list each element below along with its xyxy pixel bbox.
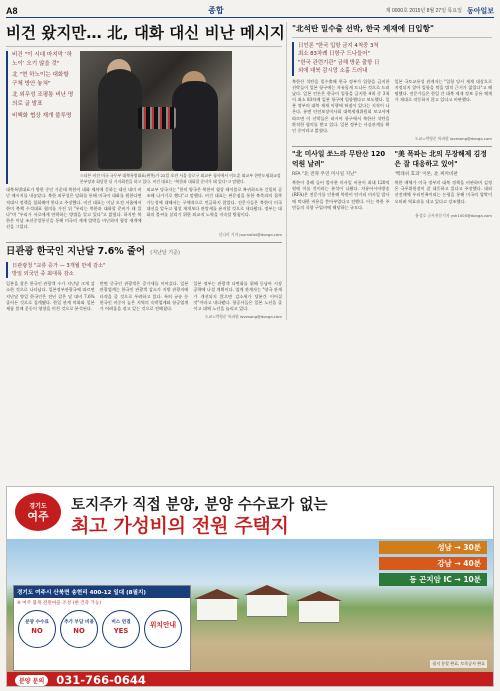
ad-note: 필지 분할 완료, 토목공사 완료 — [432, 661, 485, 666]
ad-headline-1: 토지주가 직접 분양, 분양 수수료가 없는 — [71, 496, 328, 513]
second-headline-text: 日관광 한국인 지난달 7.6% 줄어 — [6, 246, 145, 258]
sub1-deck: RFA "北 전략 무연 미사일 지난" — [292, 172, 357, 178]
feature-circle: 추가 부담 비용 NO — [60, 610, 98, 648]
second-headline — [6, 246, 282, 259]
second-deck-line: 日관광청 "교류 증가 — 3개월 만에 감소" — [12, 263, 106, 270]
feature-circle: 버스 연결 YES — [102, 610, 140, 648]
issue-info: 제 0000호 2015년 8월 27일 목요일 — [385, 8, 462, 14]
right-deck-line: 日언론 "한국 입항 금지 4척중 3척 — [298, 43, 379, 49]
distance-sign: 동 곤지암 IC → 10분 — [379, 573, 487, 586]
sub2-headline: "美 폭파는 北의 무장해제 김정은 잘 대응하고 있어" — [394, 150, 487, 168]
phone-number[interactable]: 031-766-0644 — [56, 673, 146, 687]
phone-banner[interactable] — [7, 672, 494, 687]
region-badge-top: 경기도 — [29, 503, 47, 510]
distance-signs — [379, 541, 487, 589]
sub2-deck: '백래쉬 효과' 이론, 北 찌꺼비판 — [394, 172, 458, 178]
lead-photo-block — [80, 51, 282, 184]
right-deck-line: "한국 관련기관" 금해 방문 출항 日 — [298, 59, 380, 66]
location-map-circle: 위치안내 — [144, 610, 182, 648]
lead-deck-line: 비핵화 협상 재개 불투명 — [12, 112, 72, 119]
left-column — [6, 22, 285, 320]
region-badge-bottom: 여주 — [27, 510, 49, 523]
second-headline-sub: (지난달 기준) — [150, 250, 180, 257]
lead-deck — [6, 51, 74, 184]
lead-body-col1: 대북특별대표가 방한 중인 가운데 북한이 대화 제의에 응하는 대신 대미 비난 메시지를 내놓았다. 북한 외무성은 담화를 통해 미국이 대화를 원한다면 적대시 정책을 철회해야 한다고 주장했다. 비건 대표는 이날 오전 서울에서 한미 북핵 수석대표 협의를 가진 뒤 "우리는 북한과 대화할 준비가 돼 있다"며 "우리가 서로에게 연락하는 방법을 알고 있다"고 밝혔다. 하지만 북한은 이날 조선중앙통신을 통해 미국의 제재 압박을 비난하며 협상 재개에 선을 그었다. — [6, 187, 142, 230]
right-headline: "北석탄 밀수출 선박, 한국 제재에 日입항" — [292, 24, 492, 38]
lead-photo — [80, 51, 232, 171]
right-deck-line: 최소 83차례 日항구 드나들어" — [298, 51, 370, 58]
paper-name: 동아일보 — [466, 7, 494, 15]
lead-deck-line: 비건 "이 시대 마지막 ‘하노이’ 오기 않을 것" — [12, 52, 73, 67]
real-estate-ad[interactable] — [6, 486, 494, 687]
sub1-headline: "北 미사일 쏘느라 무탄산 120억원 날려" — [292, 150, 386, 168]
second-byline: 도쿄=박형준 특파원 lovesong@donga.com — [204, 314, 282, 320]
ad-headline-2: 최고 가성비의 전원 주택지 — [71, 515, 289, 537]
right-byline-2: 윤상호 군사전문기자 ysh1005@donga.com — [415, 212, 492, 218]
feature-circle: 분양 수수료 NO — [18, 610, 56, 648]
second-body-col1: 일본을 찾은 한국인 관광객 수가 지난달 크게 감소한 것으로 나타났다. 일본정부관광국에 따르면 지난달 방일 한국인은 전년 같은 달 대비 7.6% 줄어든 것으로 집계됐다. 한일 관계 악화와 일본 제품 불매 운동이 영향을 미친 것으로 분석된다. — [6, 281, 95, 311]
info-title: 경기도 여주시 산북면 송현리 400-12 일대 (8필지) — [14, 586, 190, 598]
distance-sign: 강남 → 40분 — [379, 557, 487, 570]
second-body-col2: 반면 중국인 관광객은 증가세를 이어갔다. 일본 관광업계는 한국인 관광객 감소가 지방 관광지에 타격을 줄 것으로 우려하고 있다. 특히 규슈 등 한국인 비중이 높은 지역의 숙박업계와 항공업계가 어려움을 겪고 있는 것으로 전해졌다. — [99, 281, 189, 311]
right-column — [286, 22, 492, 320]
second-body-col3: 일본 정부는 관광객 다변화를 위해 동남아 시장 공략에 나설 계획이다. 업계 관계자는 "양국 관계가 개선되지 않으면 감소세가 당분간 이어질 것"이라고 내다봤다. 항공사들은 일본 노선을 줄이고 대체 노선을 늘리고 있다. — [193, 281, 283, 311]
section-label: 종합 — [208, 6, 224, 15]
right-byline: 도쿄=박형준 특파원 lovesong@donga.com — [414, 136, 492, 142]
phone-label: 분양 문의 — [15, 675, 48, 686]
lead-body-col2: 외교부 당국자는 "한미 양국은 북한이 협상 테이블로 복귀하도록 긴밀히 공조해 나가기로 했다"고 말했다. 비건 대표는 판문점을 통한 북측과의 접촉 가능성에 대해서는 구체적으로 언급하지 않았다. 전문가들은 북한이 미국 대선을 앞두고 협상 재개보다 관망세를 유지할 것으로 내다봤다. 정부는 대화의 불씨를 살리기 위한 외교적 노력을 지속할 방침이다. — [146, 187, 282, 217]
ad-info-box — [13, 585, 191, 671]
lead-headline: 비건 왔지만… 北, 대화 대신 비난 메시지 — [6, 24, 282, 47]
second-deck-line: 방일 외국인 중 최대폭 감소 — [12, 271, 74, 278]
right-body-2: 일본 국토교통성 관계자는 "입항 당시 제재 대상으로 지정되지 않아 입항을 막을 법적 근거가 없었다"고 해명했다. 전문가들은 한일 간 대북 제재 정보 공유 체계가 제대로 작동하지 않고 있다고 비판했다. — [394, 78, 492, 103]
right-deck-line: 외에 대북 감시망 소홀 드러내 — [298, 68, 368, 75]
region-badge — [15, 493, 61, 531]
distance-sign: 성남 → 30분 — [379, 541, 487, 554]
photo-caption: 스티븐 비건 미국 국무부 대북특별대표(왼쪽)가 22일 오전 서울 종로구 외교부 청사에서 이도훈 외교부 한반도평화교섭본부장과 회담한 뒤 기자회견을 하고 있다. 비건 대표는 "북한과 대화할 준비가 돼 있다"고 말했다. — [79, 173, 281, 184]
right-body-1: 북한산 석탄을 밀수출해 한국 정부가 입항을 금지한 선박들이 일본 항구에는 자유롭게 드나든 것으로 드러났다. 일본 언론은 한국이 입항을 금지한 4척 중 3척이 최소 83차례 일본 항구에 입항했다고 보도했다. 일본 정부의 대북 제재 이행에 허점이 있다는 지적이 나온다. 유엔 안전보장이사회 대북제재위원회 보고서에 따르면 이 선박들은 러시아 항구에서 북한산 석탄을 환적한 혐의를 받고 있다. 일본 정부는 사실관계를 확인 중이라고 밝혔다. — [292, 78, 390, 133]
masthead — [6, 4, 494, 18]
sub1-body: 북한이 올해 들어 발사한 미사일 비용이 최대 120억 원에 이를 것이라는 분석이 나왔다. 자유아시아방송(RFA)은 전문가를 인용해 북한이 단거리 미사일 발사에 막대한 비용을 쏟아부었다고 전했다. 이는 북한 주민들의 식량 구입비에 해당하는 규모다. — [292, 180, 390, 210]
lead-deck-line: 北 외무성 조평통 비난 명의로 글 발표 — [12, 92, 74, 107]
lead-deck-line: 北 "현 하노이는 대화할 구체 방안 놓쳐" — [12, 72, 69, 87]
lead-byline: 신나리 기자 journalist@donga.com — [218, 232, 282, 238]
right-deck — [292, 42, 492, 76]
sub2-body: 북한 매체가 미국 정부의 대북 정책을 비판하며 김정은 국무위원장이 잘 대응하고 있다고 주장했다. 대외선전매체 우리민족끼리는 논평을 통해 미국의 압박이 오히려 역효과를 내고 있다고 강조했다. — [394, 180, 492, 204]
second-deck — [6, 262, 282, 278]
info-sub: ※ 여주 불목 전원마을 조성 (현 건축 가능) — [17, 601, 102, 606]
page-number: A8 — [6, 5, 18, 16]
